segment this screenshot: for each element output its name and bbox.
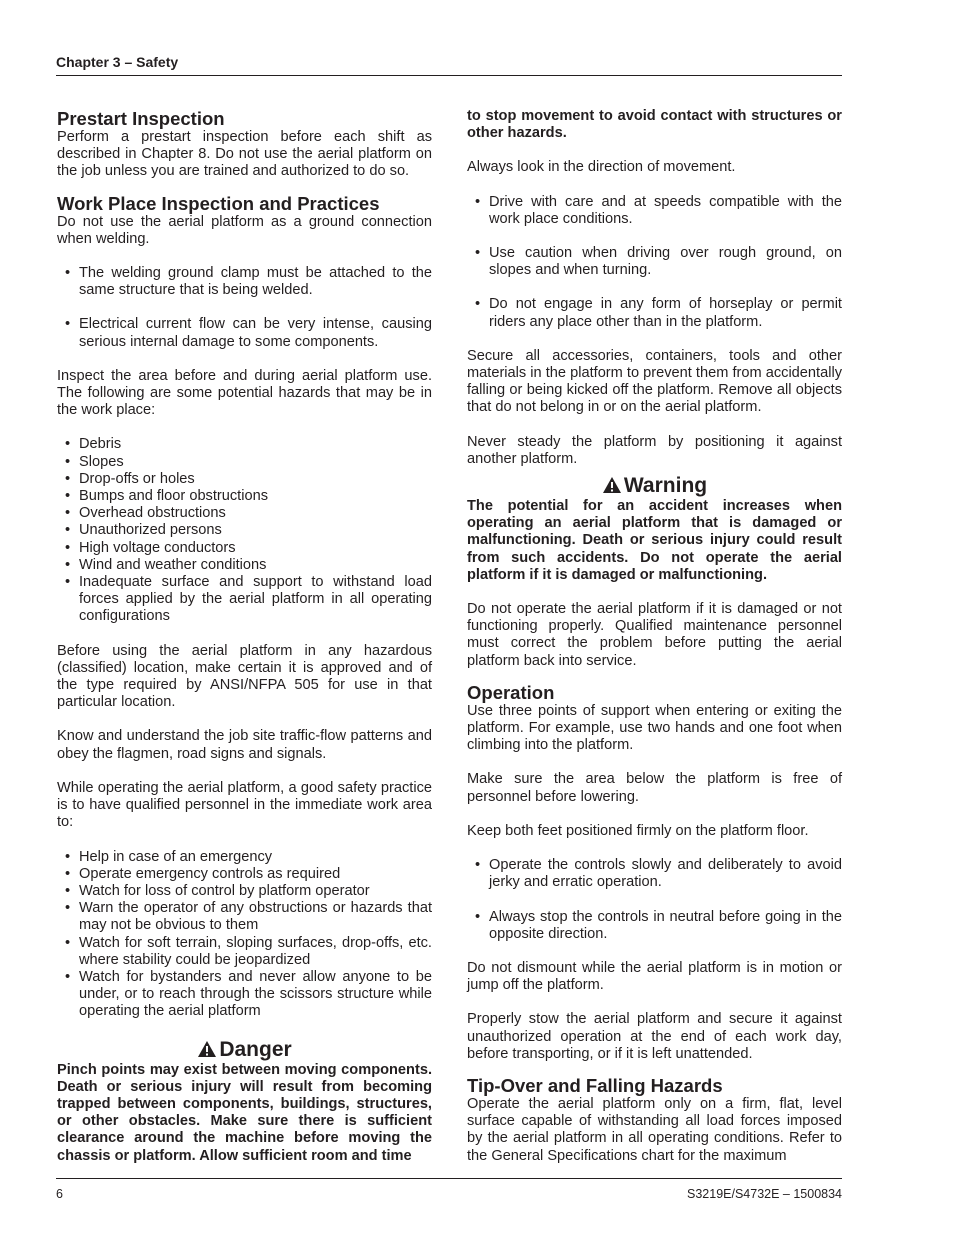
danger-continued-paragraph: to stop movement to avoid contact with structures or other hazards. [467,108,842,142]
prestart-paragraph: Perform a prestart inspection before each shift as described in Chapter 8. Do not use the aerial platform on the job unless you are trained and authorized to do so. [57,129,432,180]
warning-triangle-icon [602,476,622,494]
list-item: • Drive with care and at speeds compatible with the work place conditions. [475,194,842,228]
warning-signal [467,474,842,498]
feet-paragraph: Keep both feet positioned firmly on the platform floor. [467,822,809,839]
list-item: • Unauthorized persons [65,522,432,539]
footer-rule [56,1178,842,1179]
list-item: • Drop-offs or holes [65,471,432,488]
chapter-header: Chapter 3 – Safety [56,54,179,70]
warning-paragraph: The potential for an accident increases when operating an aerial platform that is damaged or malfunctioning. Death or serious injury could result from such accidents. Do not operate the aerial platform if it is damaged or malfunctioning. [467,498,842,583]
stow-paragraph: Properly stow the aerial platform and secure it against unauthorized operation at the end of each work day, before transporting, or if it is left unattended. [467,1011,842,1062]
damaged-paragraph: Do not operate the aerial platform if it is damaged or not functioning properly. Qualified maintenance personnel must correct the problem before putting the aerial platform back into service. [467,601,842,669]
hazardous-location-paragraph: Before using the aerial platform in any hazardous (classified) location, make certain it is approved and of the type required by ANSI/NFPA 505 for use in that particular location. [57,642,432,711]
list-item: • Debris [65,436,432,453]
list-item: • Bumps and floor obstructions [65,488,432,505]
operation-heading: Operation [467,681,555,703]
list-item: • Wind and weather conditions [65,557,432,574]
control-list [475,857,842,943]
list-item: • High voltage conductors [65,540,432,557]
workplace-heading: Work Place Inspection and Practices [57,192,380,214]
danger-paragraph: Pinch points may exist between moving components. Death or serious injury will result from becoming trapped between components, buildings, structures, or other obstacles. Make sure there is sufficient clearance around the machine before moving the chassis or platform. Allow sufficient room and time [57,1061,432,1164]
danger-signal [57,1038,432,1062]
drive-list [475,194,842,331]
document-id: S3219E/S4732E – 1500834 [687,1187,842,1201]
right-column [467,108,842,1165]
list-item: • Do not engage in any form of horseplay or permit riders any place other than in the platform. [475,296,842,330]
steady-paragraph: Never steady the platform by positioning it against another platform. [467,433,842,467]
inspect-paragraph: Inspect the area before and during aerial platform use. The following are some potential hazards that may be in the work place: [57,367,432,419]
warning-triangle-icon [197,1040,217,1058]
list-item: • Electrical current flow can be very intense, causing serious internal damage to some components. [65,316,432,350]
list-item: • Overhead obstructions [65,505,432,522]
operation-paragraph: Use three points of support when entering or exiting the platform. For example, use two hands and one foot when climbing into the platform. [467,702,842,754]
practice-paragraph: While operating the aerial platform, a good safety practice is to have qualified personnel in the immediate work area to: [57,779,432,831]
hazard-list [65,436,432,625]
list-item: • Warn the operator of any obstructions or hazards that may not be obvious to them [65,900,432,934]
prestart-heading: Prestart Inspection [57,108,225,129]
look-paragraph: Always look in the direction of movement. [467,159,736,176]
left-column [57,108,432,1165]
warning-heading: Warning [623,474,708,498]
list-item: • The welding ground clamp must be attached to the same structure that is being welded. [65,265,432,299]
tipover-paragraph: Operate the aerial platform only on a firm, flat, level surface capable of withstanding all load forces imposed by the aerial platform in all operating conditions. Refer to the General Specifications chart for the maximum [467,1095,842,1164]
secure-paragraph: Secure all accessories, containers, tools and other materials in the platform to prevent them from accidentally falling or being kicked off the platform. Remove all objects that do not belong in or on the aerial platform. [467,347,842,416]
practice-list [65,849,432,1021]
workplace-paragraph: Do not use the aerial platform as a ground connection when welding. [57,213,432,247]
list-item: • Operate emergency controls as required [65,866,432,883]
list-item: • Watch for soft terrain, sloping surfaces, drop-offs, etc. where stability could be jeopardized [65,935,432,969]
list-item: • Inadequate surface and support to withstand load forces applied by the aerial platform in all operating configurations [65,574,432,626]
header-rule [56,75,842,76]
list-item: • Watch for loss of control by platform operator [65,883,432,900]
list-item: • Always stop the controls in neutral before going in the opposite direction. [475,909,842,943]
list-item: • Operate the controls slowly and deliberately to avoid jerky and erratic operation. [475,857,842,891]
list-item: • Slopes [65,454,432,471]
dismount-paragraph: Do not dismount while the aerial platform is in motion or jump off the platform. [467,959,842,994]
page-number: 6 [56,1187,63,1201]
list-item: • Use caution when driving over rough ground, on slopes and when turning. [475,245,842,279]
tipover-heading: Tip-Over and Falling Hazards [467,1074,723,1096]
danger-heading: Danger [219,1037,292,1061]
welding-list [65,265,432,351]
below-paragraph: Make sure the area below the platform is free of personnel before lowering. [467,771,842,805]
list-item: • Help in case of an emergency [65,849,432,866]
traffic-paragraph: Know and understand the job site traffic-flow patterns and obey the flagmen, road signs and signals. [57,728,432,762]
list-item: • Watch for bystanders and never allow anyone to be under, or to reach through the scissors structure while operating the aerial platform [65,969,432,1021]
